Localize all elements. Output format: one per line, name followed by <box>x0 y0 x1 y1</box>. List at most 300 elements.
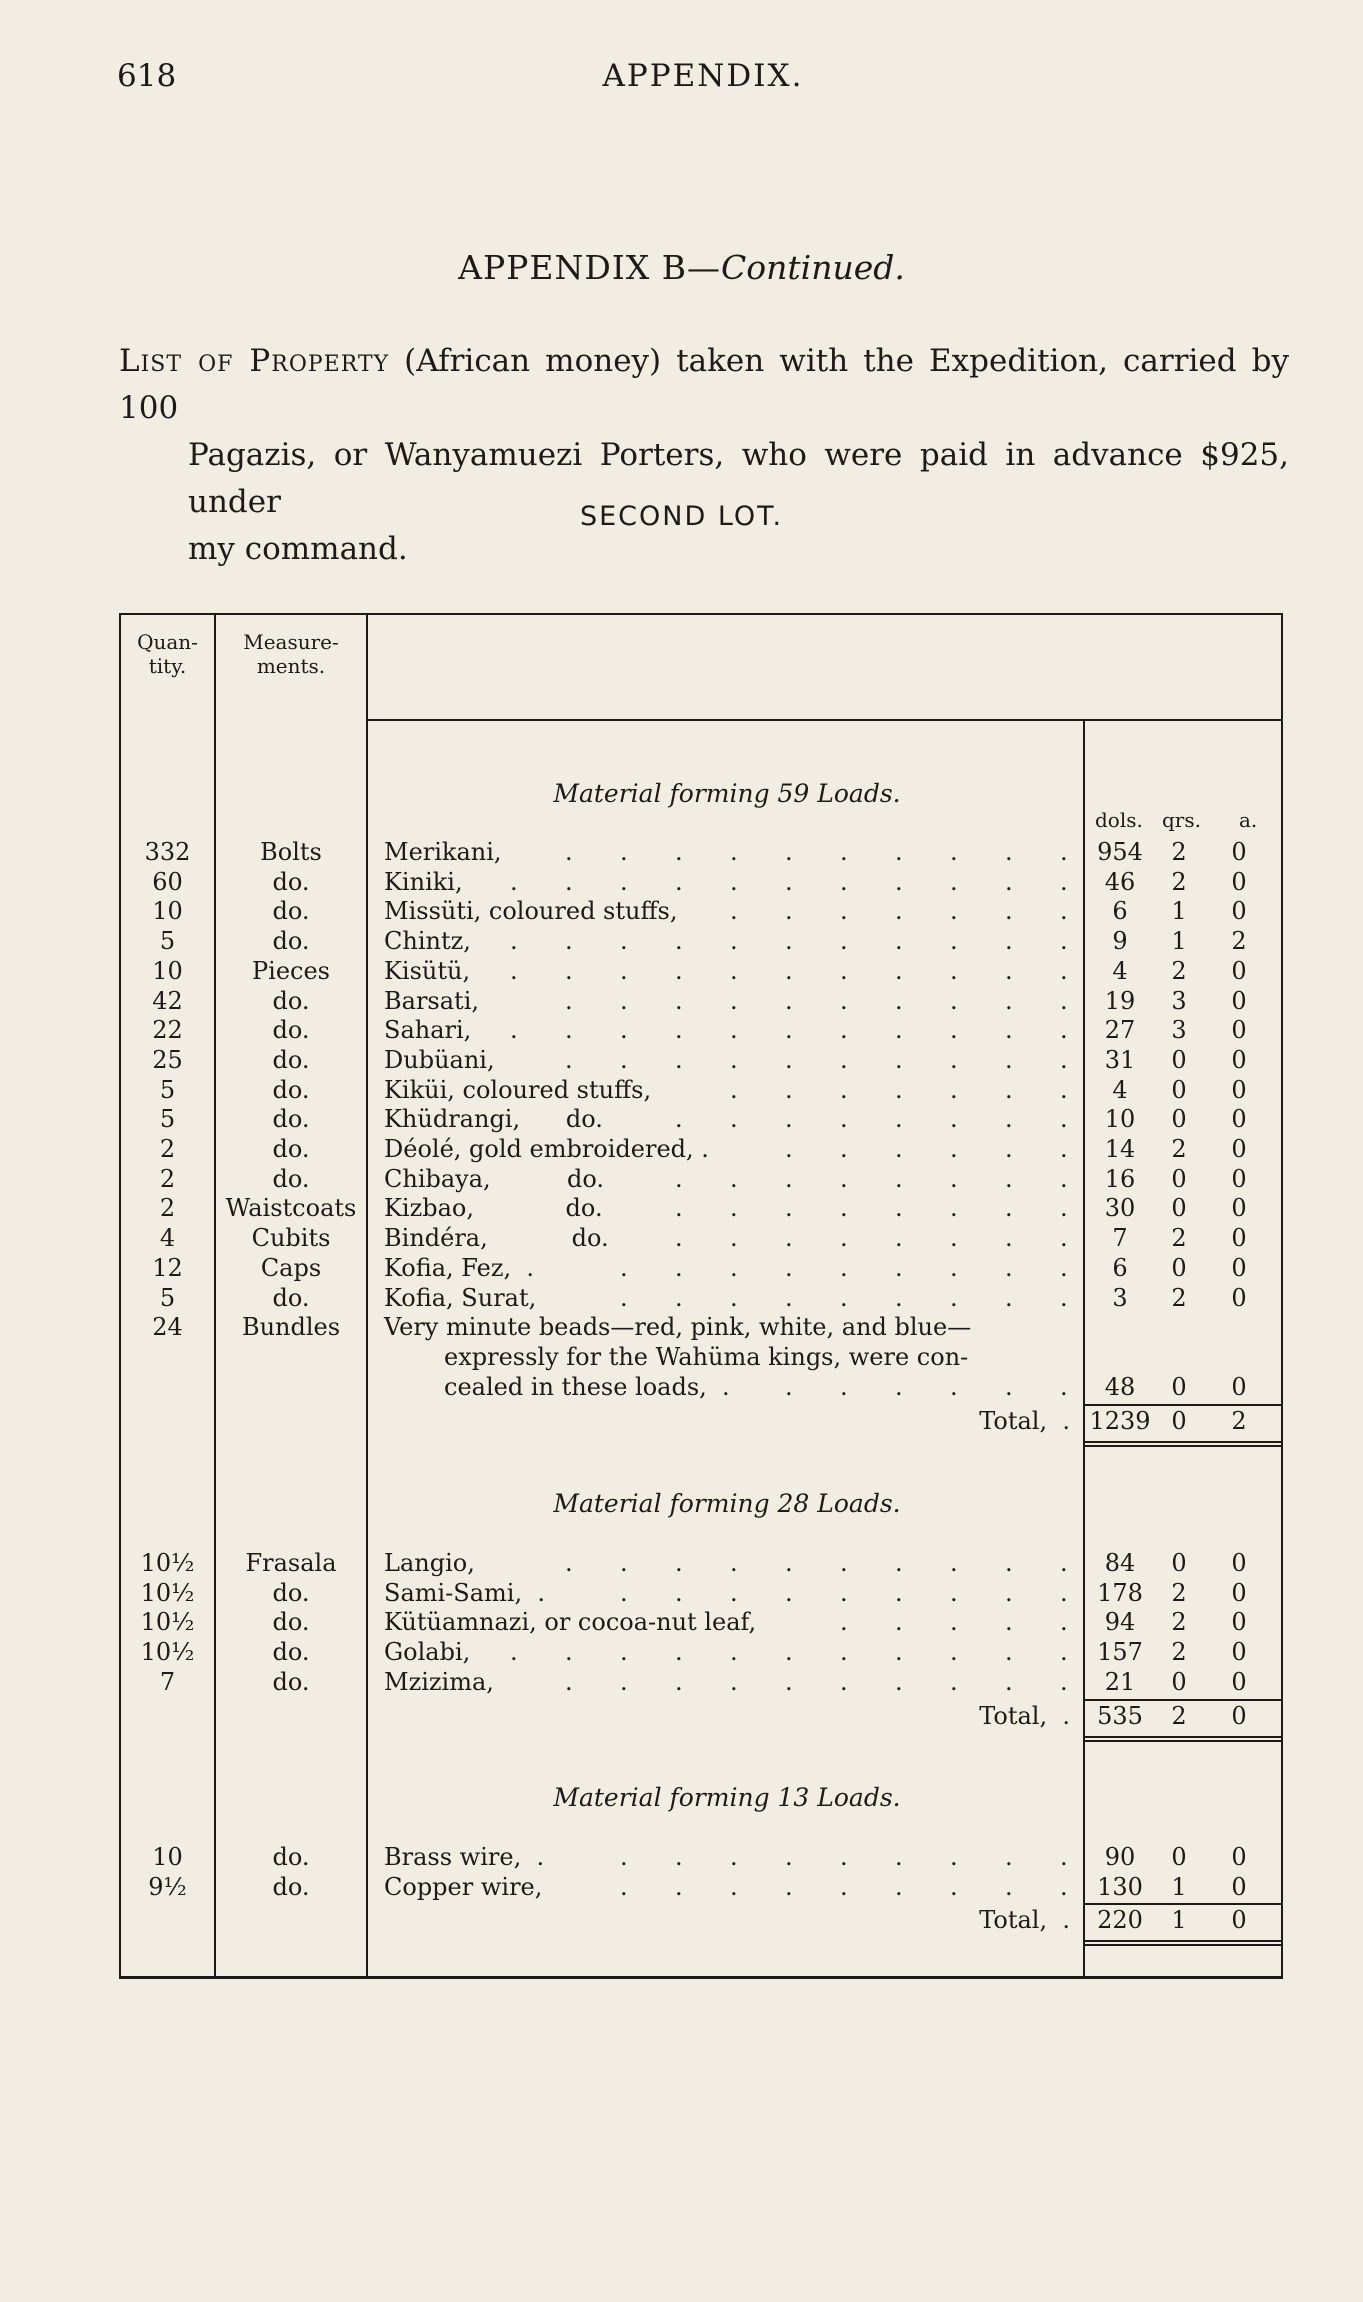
leader-dot: . <box>840 1016 848 1044</box>
row-a: 0 <box>1231 1165 1247 1193</box>
leader-dot: . <box>840 1668 848 1696</box>
row-measurement: do. <box>272 1579 310 1607</box>
row-dols: 31 <box>1104 1046 1136 1074</box>
leader-dot: . <box>675 1165 683 1193</box>
total-qrs: 0 <box>1171 1407 1187 1435</box>
leader-dot: . <box>1060 1046 1068 1074</box>
leader-dot: . <box>785 1284 793 1312</box>
leader-dot: . <box>950 1638 958 1666</box>
row-description: Mzizima, <box>384 1668 494 1696</box>
leader-dot: . <box>1060 927 1068 955</box>
leader-dot: . <box>895 1224 903 1252</box>
leader-dot: . <box>675 1016 683 1044</box>
row-a: 0 <box>1231 987 1247 1015</box>
row-a: 0 <box>1231 1105 1247 1133</box>
row-dols: 90 <box>1104 1843 1136 1871</box>
leader-dot: . <box>510 1016 518 1044</box>
intro-line-1: (African money) taken with the Expedition, carried by 100 <box>119 343 1289 426</box>
leader-dot: . <box>1060 868 1068 896</box>
appendix-title <box>0 248 1363 287</box>
total-qrs: 2 <box>1171 1702 1187 1730</box>
leader-dot: . <box>675 1194 683 1222</box>
leader-dot: . <box>895 838 903 866</box>
leader-dot: . <box>785 1254 793 1282</box>
leader-dot: . <box>895 1284 903 1312</box>
leader-dot: . <box>1005 1076 1013 1104</box>
leader-dot: . <box>1005 957 1013 985</box>
leader-dot: . <box>730 987 738 1015</box>
row-leader-dots <box>384 1165 1070 1194</box>
row-measurement: do. <box>272 927 310 955</box>
appendix-title-main: APPENDIX B— <box>458 248 722 287</box>
leader-dot: . <box>730 1843 738 1871</box>
row-dols: 27 <box>1104 1016 1136 1044</box>
row-description: Sahari, <box>384 1016 472 1044</box>
total-a: 0 <box>1231 1906 1247 1934</box>
row-description: Chintz, <box>384 927 471 955</box>
page-header <box>117 58 1289 102</box>
lot-heading: SECOND LOT. <box>579 501 784 532</box>
row-measurement: Pieces <box>252 957 330 985</box>
leader-dot: . <box>675 1549 683 1577</box>
leader-dot: . <box>675 868 683 896</box>
row-description: Dubüani, <box>384 1046 495 1074</box>
leader-dot: . <box>785 838 793 866</box>
leader-dot: . <box>1005 1373 1013 1401</box>
leader-dot: . <box>950 838 958 866</box>
leader-dot: . <box>1005 1254 1013 1282</box>
leader-dot: . <box>620 868 628 896</box>
row-quantity: 2 <box>159 1194 176 1222</box>
leader-dot: . <box>785 1373 793 1401</box>
leader-dot: . <box>785 1165 793 1193</box>
row-quantity: 25 <box>152 1046 183 1074</box>
leader-dot: . <box>840 1284 848 1312</box>
col-header-quantity-2: tity. <box>148 654 187 678</box>
leader-dot: . <box>1060 1224 1068 1252</box>
row-leader-dots <box>384 838 1070 867</box>
row-dols: 4 <box>1112 1076 1128 1104</box>
col-header-quantity-1: Quan- <box>137 630 198 654</box>
leader-dot: . <box>730 838 738 866</box>
row-leader-dots <box>384 1254 1070 1283</box>
leader-dot: . <box>1060 1194 1068 1222</box>
row-dols: 16 <box>1104 1165 1136 1193</box>
total-underline <box>1083 1441 1283 1443</box>
leader-dot: . <box>895 1579 903 1607</box>
row-dols: 14 <box>1104 1135 1136 1163</box>
total-overline <box>1083 1903 1283 1905</box>
row-measurement: do. <box>272 1873 310 1901</box>
leader-dot: . <box>1005 1165 1013 1193</box>
leader-dot: . <box>1060 1076 1068 1104</box>
leader-dot: . <box>950 1579 958 1607</box>
row-description: Golabi, <box>384 1638 471 1666</box>
leader-dot: . <box>840 868 848 896</box>
leader-dot: . <box>785 987 793 1015</box>
row-dols: 48 <box>1104 1373 1136 1401</box>
leader-dot: . <box>565 1549 573 1577</box>
intro-lead: List of Property <box>119 343 390 379</box>
row-qrs: 0 <box>1171 1668 1187 1696</box>
leader-dot: . <box>675 957 683 985</box>
leader-dot: . <box>1060 1608 1068 1636</box>
row-dols: 178 <box>1097 1579 1143 1607</box>
row-measurement: do. <box>272 987 310 1015</box>
row-leader-dots <box>384 1194 1070 1223</box>
row-leader-dots <box>384 868 1070 897</box>
leader-dot: . <box>1005 987 1013 1015</box>
row-qrs: 1 <box>1171 897 1187 925</box>
col-header-measurements-1: Measure- <box>243 630 339 654</box>
leader-dot: . <box>1005 868 1013 896</box>
row-measurement: do. <box>272 1165 310 1193</box>
total-overline <box>1083 1404 1283 1406</box>
leader-dot: . <box>950 1843 958 1871</box>
row-description: Kofia, Surat, <box>384 1284 537 1312</box>
leader-dot: . <box>730 897 738 925</box>
leader-dot: . <box>785 1076 793 1104</box>
row-dols: 9 <box>1112 927 1128 955</box>
total-qrs: 1 <box>1171 1906 1187 1934</box>
row-dols: 10 <box>1104 1105 1136 1133</box>
row-description: Brass wire, . <box>384 1843 545 1871</box>
unit-qrs: qrs. <box>1162 808 1201 832</box>
leader-dot: . <box>1005 1579 1013 1607</box>
row-qrs: 0 <box>1171 1165 1187 1193</box>
leader-dot: . <box>785 1843 793 1871</box>
row-a: 0 <box>1231 1638 1247 1666</box>
leader-dot: . <box>730 957 738 985</box>
row-a: 0 <box>1231 897 1247 925</box>
leader-dot: . <box>730 1873 738 1901</box>
row-qrs: 0 <box>1171 1194 1187 1222</box>
leader-dot: . <box>730 1254 738 1282</box>
row-measurement: Bolts <box>260 838 322 866</box>
leader-dot: . <box>895 1254 903 1282</box>
leader-dot: . <box>1005 1873 1013 1901</box>
row-quantity: 10 <box>152 957 183 985</box>
total-underline <box>1083 1736 1283 1738</box>
row-description: Kofia, Fez, . <box>384 1254 535 1282</box>
row-dols: 94 <box>1104 1608 1136 1636</box>
leader-dot: . <box>950 1549 958 1577</box>
leader-dot: . <box>895 987 903 1015</box>
leader-dot: . <box>620 927 628 955</box>
leader-dot: . <box>785 1135 793 1163</box>
leader-dot: . <box>840 1579 848 1607</box>
row-quantity: 5 <box>159 1105 176 1133</box>
leader-dot: . <box>895 1668 903 1696</box>
leader-dot: . <box>730 1284 738 1312</box>
row-quantity: 10 <box>152 897 183 925</box>
leader-dot: . <box>1005 1284 1013 1312</box>
leader-dot: . <box>950 1608 958 1636</box>
row-quantity: 10½ <box>140 1579 195 1607</box>
row-measurement: do. <box>272 1638 310 1666</box>
row-dols: 19 <box>1104 987 1136 1015</box>
leader-dot: . <box>895 1105 903 1133</box>
row-a: 0 <box>1231 868 1247 896</box>
leader-dot: . <box>840 1373 848 1401</box>
total-dols: 535 <box>1097 1702 1143 1730</box>
leader-dot: . <box>730 1105 738 1133</box>
row-a: 0 <box>1231 1608 1247 1636</box>
row-a: 0 <box>1231 1254 1247 1282</box>
row-qrs: 2 <box>1171 1284 1187 1312</box>
row-quantity: 332 <box>144 838 191 866</box>
leader-dot: . <box>1005 1135 1013 1163</box>
total-dols: 220 <box>1097 1906 1143 1934</box>
leader-dot: . <box>675 1873 683 1901</box>
total-underline-2 <box>1083 1740 1283 1742</box>
leader-dot: . <box>620 1843 628 1871</box>
leader-dot: . <box>1005 897 1013 925</box>
leader-dot: . <box>840 927 848 955</box>
leader-dot: . <box>1005 1549 1013 1577</box>
row-qrs: 2 <box>1171 1224 1187 1252</box>
leader-dot: . <box>785 1194 793 1222</box>
total-underline-2 <box>1083 1944 1283 1946</box>
row-quantity: 2 <box>159 1165 176 1193</box>
leader-dot: . <box>1005 1016 1013 1044</box>
leader-dot: . <box>620 1016 628 1044</box>
leader-dot: . <box>620 1579 628 1607</box>
leader-dot: . <box>840 1046 848 1074</box>
header-underline <box>366 719 1283 721</box>
leader-dot: . <box>620 838 628 866</box>
intro-line-3: my command. <box>188 531 408 567</box>
leader-dot: . <box>675 1843 683 1871</box>
leader-dot: . <box>950 868 958 896</box>
leader-dot: . <box>620 1549 628 1577</box>
row-description-line-1: Very minute beads—red, pink, white, and blue— <box>384 1313 972 1341</box>
leader-dot: . <box>1060 1549 1068 1577</box>
row-quantity: 9½ <box>148 1873 187 1901</box>
section-title: Material forming 13 Loads. <box>553 1783 901 1812</box>
row-leader-dots <box>384 1373 1070 1402</box>
total-a: 0 <box>1231 1702 1247 1730</box>
row-qrs: 0 <box>1171 1046 1187 1074</box>
row-a: 0 <box>1231 1284 1247 1312</box>
leader-dot: . <box>785 1638 793 1666</box>
leader-dot: . <box>675 987 683 1015</box>
leader-dot: . <box>1005 1843 1013 1871</box>
row-qrs: 2 <box>1171 1608 1187 1636</box>
leader-dot: . <box>1060 957 1068 985</box>
col-header-measurements-2: ments. <box>256 654 326 678</box>
leader-dot: . <box>510 868 518 896</box>
leader-dot: . <box>675 838 683 866</box>
leader-dot: . <box>730 1224 738 1252</box>
leader-dot: . <box>675 1579 683 1607</box>
row-description: Langio, <box>384 1549 475 1577</box>
intro-paragraph <box>119 338 1289 573</box>
row-leader-dots <box>384 897 1070 926</box>
leader-dot: . <box>1060 1873 1068 1901</box>
row-description: Barsati, <box>384 987 479 1015</box>
leader-dot: . <box>840 957 848 985</box>
leader-dot: . <box>895 1046 903 1074</box>
leader-dot: . <box>840 838 848 866</box>
leader-dot: . <box>620 1668 628 1696</box>
page-number: 618 <box>117 58 177 94</box>
row-measurement: do. <box>272 1135 310 1163</box>
row-a: 0 <box>1231 1135 1247 1163</box>
row-qrs: 2 <box>1171 1579 1187 1607</box>
leader-dot: . <box>785 1668 793 1696</box>
row-dols: 3 <box>1112 1284 1128 1312</box>
leader-dot: . <box>840 1224 848 1252</box>
leader-dot: . <box>510 957 518 985</box>
leader-dot: . <box>785 1873 793 1901</box>
row-a: 0 <box>1231 1668 1247 1696</box>
row-quantity: 22 <box>152 1016 183 1044</box>
leader-dot: . <box>785 957 793 985</box>
row-measurement: do. <box>272 1668 310 1696</box>
row-description: Chibaya, do. <box>384 1165 604 1193</box>
leader-dot: . <box>565 927 573 955</box>
row-qrs: 0 <box>1171 1373 1187 1401</box>
leader-dot: . <box>1060 1105 1068 1133</box>
row-qrs: 2 <box>1171 838 1187 866</box>
leader-dot: . <box>620 1254 628 1282</box>
row-qrs: 1 <box>1171 927 1187 955</box>
leader-dot: . <box>730 927 738 955</box>
row-a: 0 <box>1231 1843 1247 1871</box>
leader-dot: . <box>1005 1105 1013 1133</box>
leader-dot: . <box>675 1105 683 1133</box>
row-a: 2 <box>1231 927 1247 955</box>
leader-dot: . <box>840 987 848 1015</box>
row-a: 0 <box>1231 1016 1247 1044</box>
row-quantity: 5 <box>159 927 176 955</box>
leader-dot: . <box>840 1076 848 1104</box>
leader-dot: . <box>840 1638 848 1666</box>
leader-dot: . <box>1005 1608 1013 1636</box>
leader-dot: . <box>565 987 573 1015</box>
row-quantity: 10½ <box>140 1549 195 1577</box>
leader-dot: . <box>950 1224 958 1252</box>
row-measurement: do. <box>272 1105 310 1133</box>
row-leader-dots <box>384 1224 1070 1253</box>
unit-a: a. <box>1239 808 1258 832</box>
leader-dot: . <box>675 1254 683 1282</box>
leader-dot: . <box>840 1608 848 1636</box>
leader-dot: . <box>1005 1194 1013 1222</box>
running-head: APPENDIX. <box>602 58 804 94</box>
total-label: Total, . <box>979 1702 1070 1730</box>
leader-dot: . <box>1060 838 1068 866</box>
leader-dot: . <box>1005 838 1013 866</box>
row-dols: 84 <box>1104 1549 1136 1577</box>
row-description: Missüti, coloured stuffs, <box>384 897 678 925</box>
row-a: 0 <box>1231 1549 1247 1577</box>
leader-dot: . <box>620 1638 628 1666</box>
leader-dot: . <box>565 1046 573 1074</box>
leader-dot: . <box>565 1668 573 1696</box>
leader-dot: . <box>730 1194 738 1222</box>
row-measurement: Frasala <box>245 1549 337 1577</box>
row-quantity: 42 <box>152 987 183 1015</box>
leader-dot: . <box>730 1076 738 1104</box>
leader-dot: . <box>675 927 683 955</box>
leader-dot: . <box>1060 1016 1068 1044</box>
leader-dot: . <box>1005 1046 1013 1074</box>
total-label: Total, . <box>979 1906 1070 1934</box>
leader-dot: . <box>730 1165 738 1193</box>
leader-dot: . <box>785 1549 793 1577</box>
leader-dot: . <box>950 957 958 985</box>
leader-dot: . <box>950 1046 958 1074</box>
leader-dot: . <box>895 957 903 985</box>
row-description: Kiküi, coloured stuffs, <box>384 1076 652 1104</box>
row-qrs: 2 <box>1171 1135 1187 1163</box>
leader-dot: . <box>785 927 793 955</box>
leader-dot: . <box>840 1105 848 1133</box>
row-leader-dots <box>384 927 1070 956</box>
leader-dot: . <box>895 1549 903 1577</box>
row-measurement: Bundles <box>241 1313 341 1341</box>
leader-dot: . <box>840 897 848 925</box>
leader-dot: . <box>950 1105 958 1133</box>
row-qrs: 2 <box>1171 1638 1187 1666</box>
row-a: 0 <box>1231 1046 1247 1074</box>
leader-dot: . <box>620 987 628 1015</box>
row-dols: 6 <box>1112 897 1128 925</box>
section-title: Material forming 59 Loads. <box>553 779 901 808</box>
leader-dot: . <box>895 1016 903 1044</box>
row-qrs: 2 <box>1171 868 1187 896</box>
col-header-quantity <box>121 630 214 678</box>
row-qrs: 0 <box>1171 1843 1187 1871</box>
row-measurement: do. <box>272 1046 310 1074</box>
leader-dot: . <box>895 1135 903 1163</box>
leader-dot: . <box>895 1843 903 1871</box>
row-measurement: do. <box>272 1076 310 1104</box>
row-dols: 130 <box>1097 1873 1143 1901</box>
leader-dot: . <box>675 1046 683 1074</box>
leader-dot: . <box>1060 1373 1068 1401</box>
leader-dot: . <box>565 1638 573 1666</box>
total-label: Total, . <box>979 1407 1070 1435</box>
leader-dot: . <box>895 1873 903 1901</box>
row-quantity: 5 <box>159 1076 176 1104</box>
table-right-rule <box>1281 613 1283 1978</box>
leader-dot: . <box>785 1224 793 1252</box>
leader-dot: . <box>620 957 628 985</box>
leader-dot: . <box>950 1165 958 1193</box>
leader-dot: . <box>950 1194 958 1222</box>
row-a: 0 <box>1231 1579 1247 1607</box>
leader-dot: . <box>565 868 573 896</box>
leader-dot: . <box>895 1638 903 1666</box>
leader-dot: . <box>950 1076 958 1104</box>
row-qrs: 0 <box>1171 1549 1187 1577</box>
row-measurement: Waistcoats <box>225 1194 357 1222</box>
row-description: Bindéra, do. <box>384 1224 609 1252</box>
row-dols: 7 <box>1112 1224 1128 1252</box>
leader-dot: . <box>1005 1668 1013 1696</box>
row-qrs: 0 <box>1171 1254 1187 1282</box>
leader-dot: . <box>1005 1224 1013 1252</box>
leader-dot: . <box>1060 1135 1068 1163</box>
leader-dot: . <box>565 838 573 866</box>
leader-dot: . <box>565 957 573 985</box>
row-dols: 157 <box>1097 1638 1143 1666</box>
row-description: Déolé, gold embroidered, . <box>384 1135 709 1163</box>
row-quantity: 24 <box>152 1313 183 1341</box>
